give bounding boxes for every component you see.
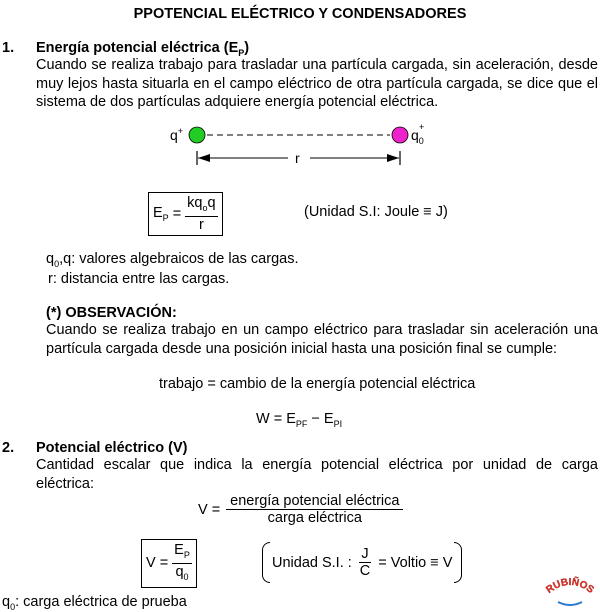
charge-q0-sup: +: [419, 122, 425, 132]
charge-q-circle: [189, 127, 205, 143]
section-paragraph-1: Cuando se realiza trabajo para trasladar una partícula cargada, sin aceleración, desde muy lejos hasta situarla en el campo eléctrico de otra partícula cargada, se dice que el sistema de dos partículas adquiere energía potencial eléctrica.: [36, 57, 598, 110]
potential-energy-formula: $E_P$ = $\frac{kq_oq}{r}$: [148, 192, 223, 236]
work-equation: $W = E_{PF} - E_{PI}$: [256, 411, 343, 429]
section-heading-2: Potencial eléctrico (V): [36, 440, 188, 456]
svg-text:RUBIÑOS: RUBIÑOS: [544, 576, 596, 596]
charge-q0-label: $q_0$: [411, 127, 424, 146]
unit-volt: Unidad S.I. : $\frac{J}{C}$ = Voltio ≡ V: [262, 546, 462, 579]
charge-q0-circle: [392, 127, 408, 143]
section-heading-1: Energía potencial eléctrica $(E_P)$: [36, 40, 250, 58]
page-title: PPOTENCIAL ELÉCTRICO Y CONDENSADORES: [133, 6, 467, 22]
definition-distance: r: distancia entre las cargas.: [48, 271, 230, 287]
rubinos-logo: [542, 572, 598, 608]
charges-diagram: [160, 118, 450, 170]
observation-paragraph: Cuando se realiza trabajo en un campo eléctrico para trasladar sin aceleración una partícula cargada desde una posición inicial hasta una posición final se cumple:: [46, 322, 598, 357]
definition-charges: $q_0,q$: valores algebraicos de las cargas.: [46, 251, 299, 269]
distance-r-label: r: [295, 150, 300, 166]
potential-boxed-formula: V = $\frac{E_P}{q_0}$: [141, 539, 197, 588]
charge-q-label: q+: [170, 126, 184, 143]
observation-heading: (*) OBSERVACIÓN:: [46, 305, 177, 321]
potential-definition-formula: V = $\frac{\text{energía potencial eléctrica}}{\text{carga eléctrica}}$: [198, 493, 403, 526]
arrowhead-right-icon: [387, 154, 399, 162]
work-statement: trabajo = cambio de la energía potencial eléctrica: [159, 376, 476, 392]
section-number-1: 1.: [2, 40, 15, 56]
section-number-2: 2.: [2, 440, 15, 456]
definition-test-charge: $q_0$: carga eléctrica de prueba: [2, 594, 187, 612]
arrowhead-left-icon: [198, 154, 210, 162]
section-paragraph-2: Cantidad escalar que indica la energía potencial eléctrica por unidad de carga eléctrica:: [36, 457, 598, 492]
unit-joule: (Unidad S.I: Joule ≡ J): [304, 204, 448, 220]
